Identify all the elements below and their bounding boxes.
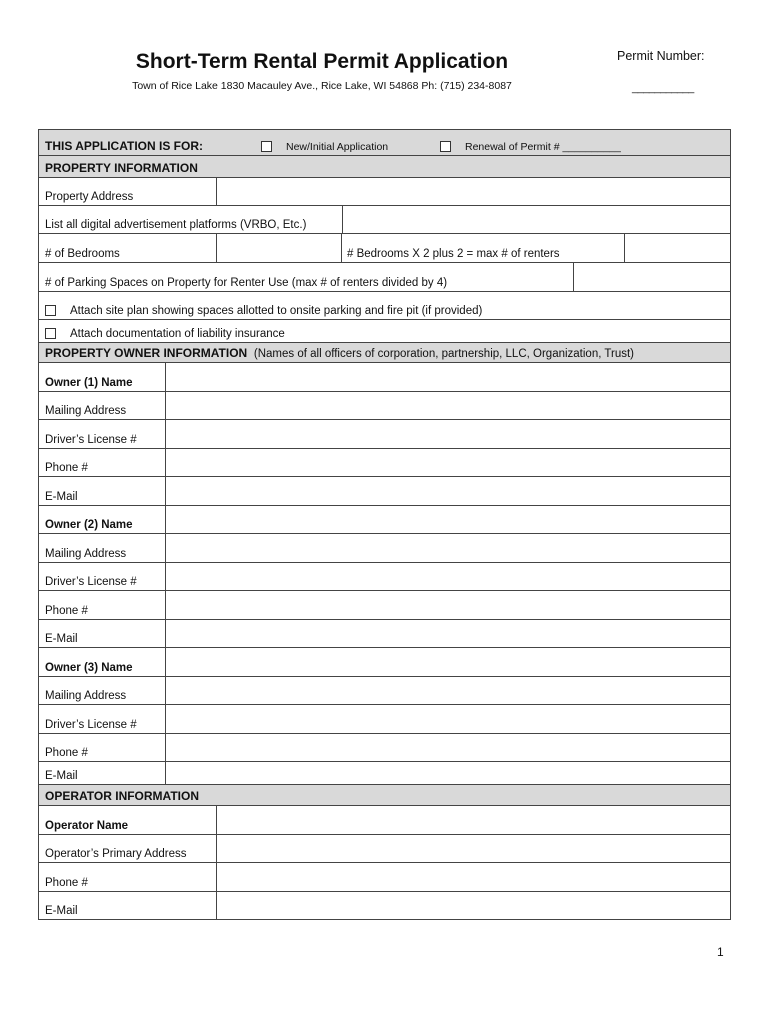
owner-1-email-input[interactable] [166,477,731,505]
owner-3-phone-input[interactable] [166,734,731,761]
insurance-checkbox[interactable] [45,328,56,339]
owner-2-mailing-label: Mailing Address [45,548,127,560]
owner-1-license-row [38,420,731,449]
permit-number-label: Permit Number: [617,49,705,63]
owner-1-phone-row [38,449,731,477]
owner-2-phone-row [38,591,731,620]
owner-2-mailing-input[interactable] [166,534,731,562]
owner-1-mailing-label: Mailing Address [45,405,127,417]
renewal-option[interactable] [434,130,621,155]
application-type-label: THIS APPLICATION IS FOR: [45,139,203,153]
owner-2-license-row [38,563,731,591]
operator-phone-input[interactable] [217,863,731,891]
max-renters-label: # Bedrooms X 2 plus 2 = max # of renters [347,248,560,260]
owner-1-name-row [38,363,731,392]
page-subtitle: Town of Rice Lake 1830 Macauley Ave., Rice Lake, WI 54868 Ph: (715) 234-8087 [132,80,512,92]
owner-2-phone-label: Phone # [45,605,88,617]
insurance-label: Attach documentation of liability insurance [70,328,285,340]
owner-1-phone-input[interactable] [166,449,731,476]
application-type-row [38,129,731,156]
permit-number-field[interactable]: ___________ [632,82,694,94]
owner-3-mailing-label: Mailing Address [45,690,127,702]
property-address-label: Property Address [45,191,134,203]
property-heading-label: PROPERTY INFORMATION [45,161,198,175]
property-address-input[interactable] [217,178,731,205]
property-section-heading [38,156,731,178]
owner-3-license-label: Driver’s License # [45,719,137,731]
operator-phone-label: Phone # [45,877,88,889]
owner-3-mailing-input[interactable] [166,677,731,704]
bedrooms-label: # of Bedrooms [45,248,120,260]
new-application-checkbox[interactable] [261,141,272,152]
operator-name-label: Operator Name [45,820,129,832]
bedrooms-input[interactable] [217,234,341,262]
operator-address-label: Operator’s Primary Address [45,848,187,860]
owner-2-email-input[interactable] [166,620,731,647]
owner-2-email-row [38,620,731,648]
operator-name-row [38,806,731,835]
owner-2-phone-input[interactable] [166,591,731,619]
owner-1-phone-label: Phone # [45,462,88,474]
platforms-input[interactable] [343,206,731,233]
owner-heading-label: PROPERTY OWNER INFORMATION (Names of all officers of corporation, partnership, LLC, Organization, Trust) [45,346,635,360]
owner-1-email-row [38,477,731,506]
owner-2-mailing-row [38,534,731,563]
operator-address-row [38,835,731,863]
site-plan-label: Attach site plan showing spaces allotted to onsite parking and fire pit (if provided) [70,305,483,317]
page-title: Short-Term Rental Permit Application [135,50,509,73]
operator-email-row [38,892,731,920]
page-number: 1 [717,945,724,959]
renewal-label: Renewal of Permit # __________ [465,141,621,153]
owner-section-heading [38,343,731,363]
owner-1-license-label: Driver’s License # [45,434,137,446]
new-application-label: New/Initial Application [286,141,389,153]
owner-1-license-input[interactable] [166,420,731,448]
operator-email-label: E-Mail [45,905,78,917]
owner-3-email-label: E-Mail [45,770,78,782]
owner-3-mailing-row [38,677,731,705]
site-plan-checkbox[interactable] [45,305,56,316]
owner-3-name-label: Owner (3) Name [45,662,133,674]
owner-2-name-input[interactable] [166,506,731,533]
owner-3-license-input[interactable] [166,705,731,733]
owner-1-mailing-row [38,392,731,420]
operator-heading-label: OPERATOR INFORMATION [45,789,199,803]
operator-address-input[interactable] [217,835,731,862]
owner-2-license-input[interactable] [166,563,731,590]
new-application-option[interactable] [255,130,388,155]
site-plan-row [38,292,731,320]
platforms-row [38,206,731,234]
parking-row [38,263,731,292]
renewal-checkbox[interactable] [440,141,451,152]
parking-input[interactable] [574,263,731,291]
owner-3-phone-row [38,734,731,762]
operator-name-input[interactable] [217,806,731,834]
operator-section-heading [38,785,731,806]
owner-3-name-row [38,648,731,677]
owner-2-name-row [38,506,731,534]
owner-1-name-input[interactable] [166,363,731,391]
owner-2-email-label: E-Mail [45,633,78,645]
owner-1-name-label: Owner (1) Name [45,377,133,389]
platforms-label: List all digital advertisement platforms (VRBO, Etc.) [45,219,307,231]
owner-3-name-input[interactable] [166,648,731,676]
owner-1-mailing-input[interactable] [166,392,731,419]
operator-phone-row [38,863,731,892]
max-renters-input[interactable] [625,234,731,262]
bedrooms-row [38,234,731,263]
owner-1-email-label: E-Mail [45,491,78,503]
operator-email-input[interactable] [217,892,731,919]
property-address-row [38,178,731,206]
owner-heading-note: (Names of all officers of corporation, partnership, LLC, Organization, Trust) [253,348,635,360]
owner-2-name-label: Owner (2) Name [45,519,133,531]
application-form [38,129,731,920]
owner-3-email-row [38,762,731,785]
parking-label: # of Parking Spaces on Property for Renter Use (max # of renters divided by 4) [45,277,448,289]
site-plan-option[interactable] [39,292,482,319]
owner-3-email-input[interactable] [166,762,731,784]
owner-2-license-label: Driver’s License # [45,576,137,588]
insurance-row [38,320,731,343]
owner-3-phone-label: Phone # [45,747,88,759]
insurance-option[interactable] [39,320,285,342]
owner-3-license-row [38,705,731,734]
